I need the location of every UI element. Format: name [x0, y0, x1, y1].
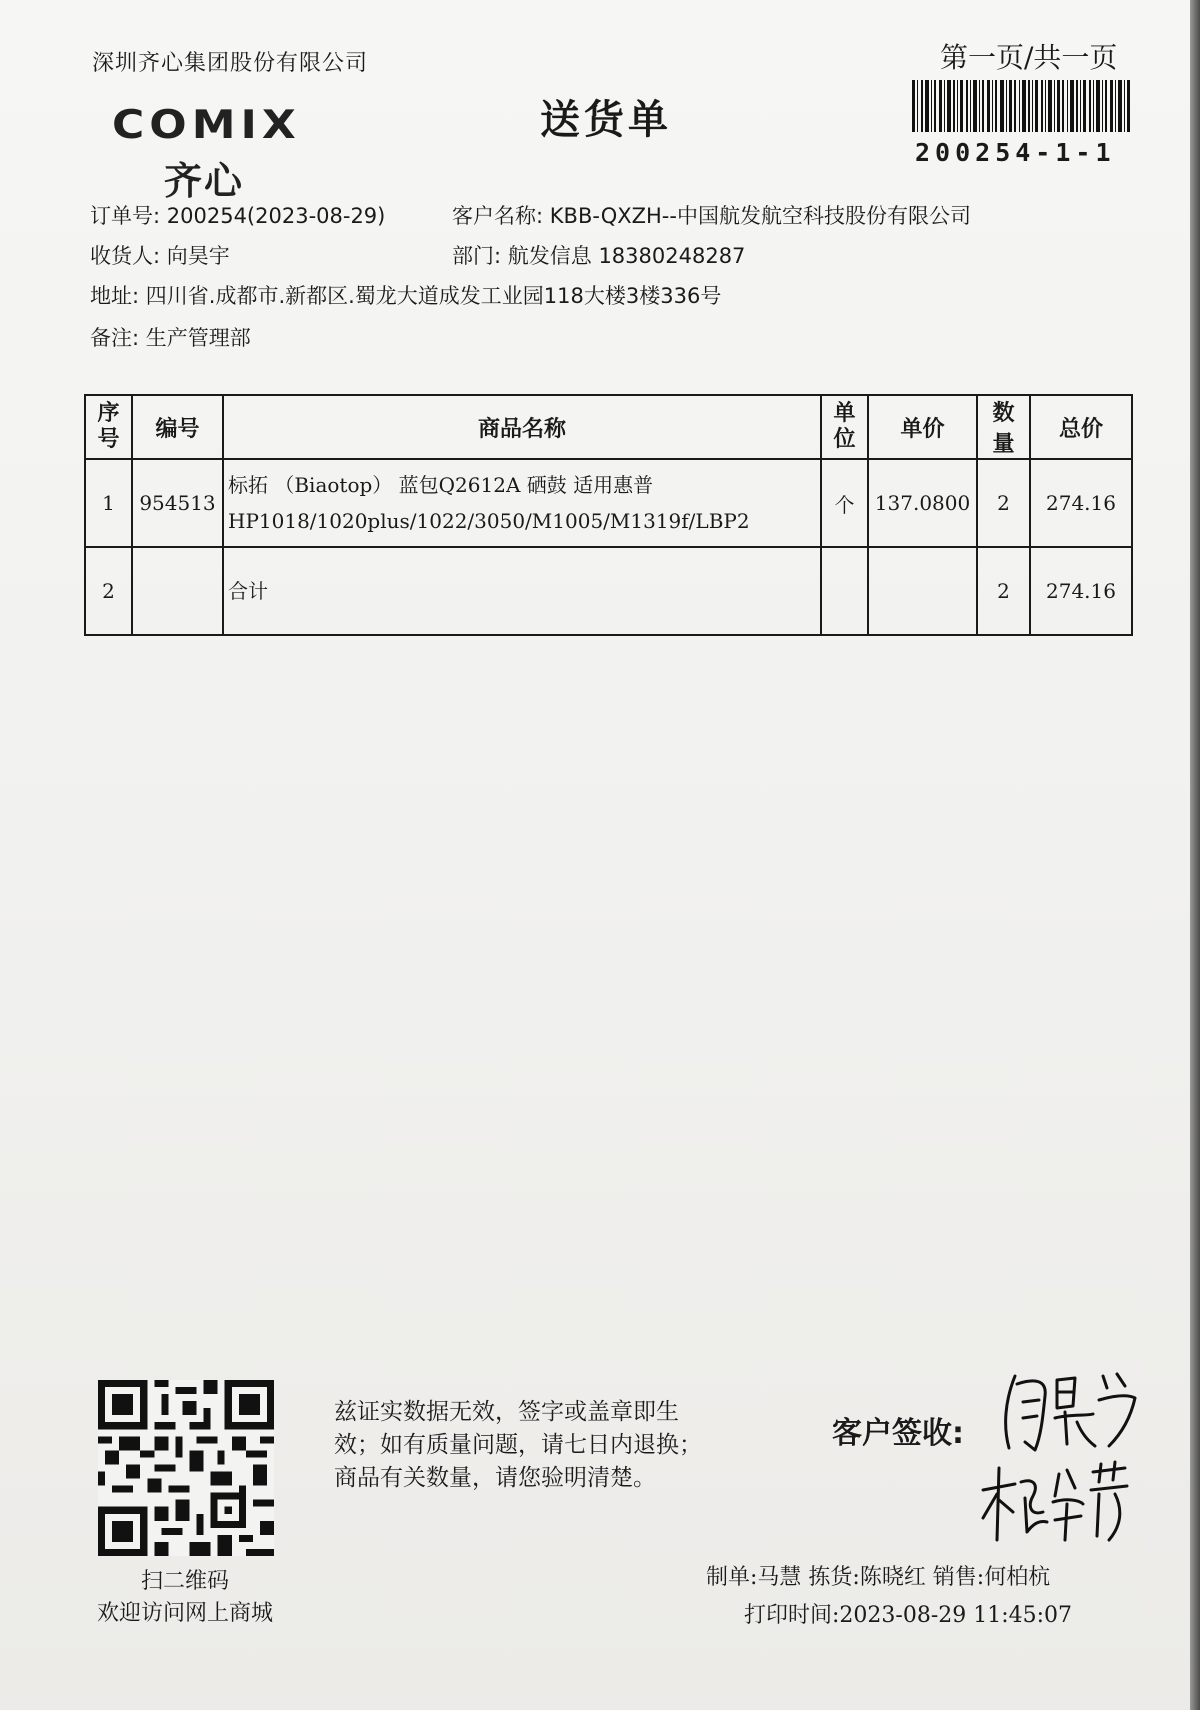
logo-chinese: 齐心: [164, 159, 245, 203]
department-field: [452, 240, 745, 270]
header-unit: 单 位: [821, 395, 868, 459]
remark-value: 生产管理部: [145, 326, 251, 350]
cell-total: 274.16: [1030, 547, 1132, 635]
qr-code: [98, 1380, 274, 1556]
department-value: 航发信息 18380248287: [507, 244, 746, 268]
barcode: [912, 80, 1130, 132]
customer-field: [452, 200, 971, 230]
department-label: 部门:: [452, 244, 502, 268]
qr-caption: [60, 1566, 310, 1630]
header-name: 商品名称: [223, 395, 821, 459]
cell-price: 137.0800: [868, 459, 977, 547]
cell-unit: 个: [821, 459, 868, 547]
cell-qty: 2: [977, 459, 1030, 547]
notice-line: 商品有关数量，请您验明清楚。: [334, 1465, 656, 1491]
receiver-label: 收货人:: [90, 244, 161, 268]
customer-value: KBB-QXZH--中国航发航空科技股份有限公司: [549, 204, 971, 228]
table-row: [85, 459, 1132, 547]
remark-label: 备注:: [90, 326, 140, 350]
cell-total: 274.16: [1030, 459, 1132, 547]
table-row: [85, 547, 1132, 635]
order-value: 200254(2023-08-29): [166, 204, 386, 228]
address-label: 地址:: [90, 284, 140, 308]
cell-unit: [821, 547, 868, 635]
page-info: 第一页/共一页: [940, 41, 1118, 74]
staff-info: 制单:马慧 拣货:陈晓红 销售:何柏杭: [706, 1565, 1051, 1590]
notice-text: [334, 1396, 754, 1495]
cell-code: 954513: [132, 459, 223, 547]
paper-edge: [1190, 0, 1200, 1710]
order-number-field: [90, 200, 385, 230]
cell-code: [132, 547, 223, 635]
customer-label: 客户名称:: [452, 204, 544, 228]
handwritten-signature: [975, 1460, 1135, 1550]
header-seq: 序 号: [85, 395, 132, 459]
header-total: 总价: [1030, 395, 1132, 459]
cell-seq: 2: [85, 547, 132, 635]
product-name-line1: 标拓 （Biaotop） 蓝包Q2612A 硒鼓 适用惠普: [228, 473, 654, 497]
notice-line: 效；如有质量问题，请七日内退换；: [334, 1432, 702, 1458]
table-header-row: [85, 395, 1132, 459]
order-label: 订单号:: [90, 204, 161, 228]
qr-caption-line2: 欢迎访问网上商城: [96, 1601, 273, 1626]
receiver-value: 向昊宇: [166, 244, 230, 268]
header-code: 编号: [132, 395, 223, 459]
cell-qty: 2: [977, 547, 1030, 635]
product-name-line2: HP1018/1020plus/1022/3050/M1005/M1319f/LBP2: [228, 509, 750, 533]
header-qty: 数量: [977, 395, 1030, 459]
address-field: [90, 280, 721, 310]
barcode-number: 200254-1-1: [915, 138, 1116, 167]
qr-caption-line1: 扫二维码: [140, 1569, 229, 1594]
company-name: 深圳齐心集团股份有限公司: [92, 51, 369, 76]
document-title: 送货单: [540, 96, 672, 143]
notice-line: 兹证实数据无效，签字或盖章即生: [334, 1399, 679, 1425]
address-value: 四川省.成都市.新都区.蜀龙大道成发工业园118大楼3楼336号: [145, 284, 722, 308]
customer-sign-label: 客户签收:: [832, 1416, 964, 1451]
receiver-field: [90, 240, 230, 270]
items-table: [84, 394, 1133, 636]
handwritten-signature: [995, 1366, 1145, 1456]
cell-price: [868, 547, 977, 635]
logo-english: COMIX: [112, 102, 301, 148]
header-price: 单价: [868, 395, 977, 459]
remark-field: [90, 322, 251, 352]
cell-name: 合计: [223, 547, 821, 635]
cell-name: [223, 459, 821, 547]
comix-logo: [112, 102, 352, 203]
cell-seq: 1: [85, 459, 132, 547]
print-time: 打印时间:2023-08-29 11:45:07: [744, 1603, 1073, 1628]
